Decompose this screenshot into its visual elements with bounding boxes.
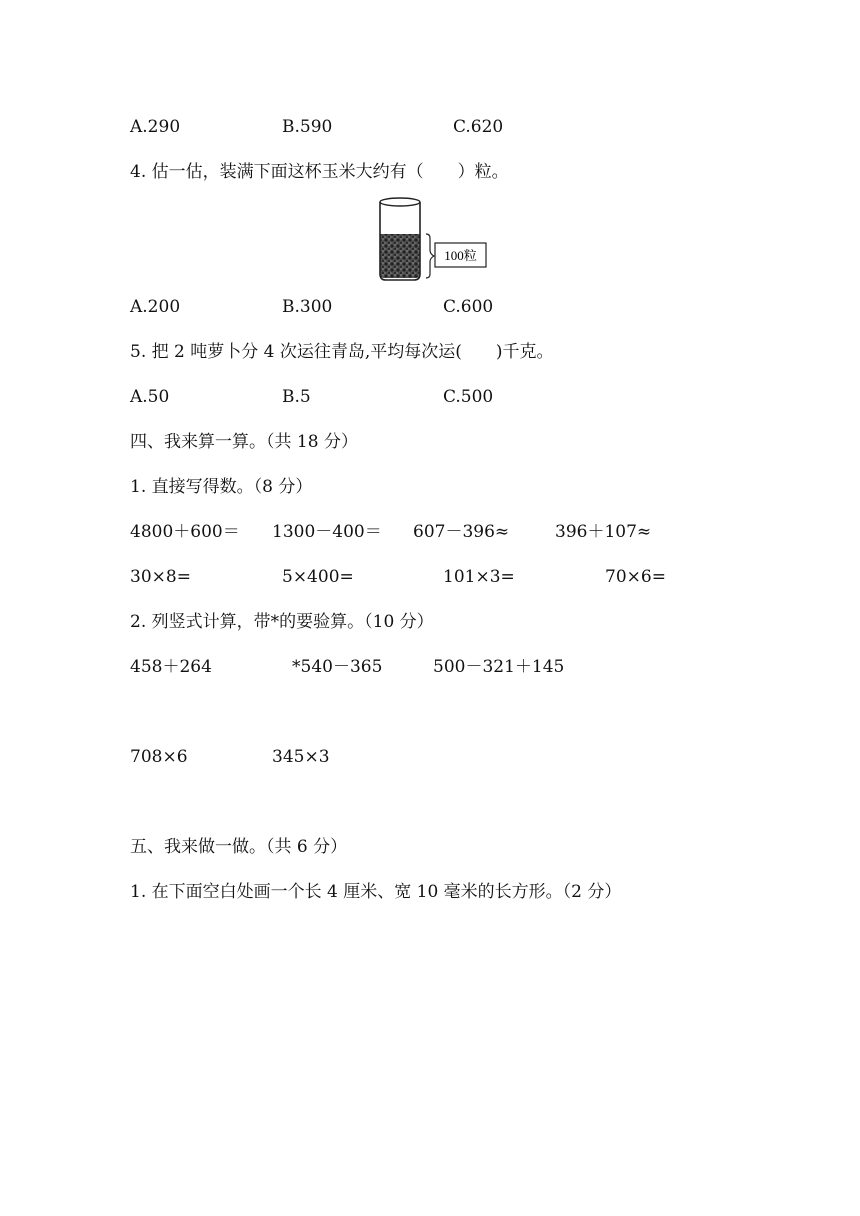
oral-calc-item: 1300－400＝ (272, 522, 382, 542)
oral-calc-item: 607－396≈ (413, 522, 510, 542)
q3-option-c: C.620 (453, 117, 504, 137)
vertical-calc-item: 500－321＋145 (433, 657, 565, 677)
vertical-calc-item: 708×6 (130, 747, 188, 767)
q4-option-a: A.200 (130, 297, 181, 317)
q4-stem: 4. 估一估，装满下面这杯玉米大约有（ ）粒。 (130, 162, 509, 182)
q3-option-a: A.290 (130, 117, 181, 137)
q5-option-b: B.5 (282, 387, 311, 407)
corn-cup-figure (372, 196, 492, 282)
section-4-part-2-title: 2. 列竖式计算，带*的要验算。（10 分） (130, 612, 434, 632)
section-4-part-1-title: 1. 直接写得数。（8 分） (130, 477, 313, 497)
vertical-calc-item: 345×3 (272, 747, 330, 767)
section-4-heading: 四、我来算一算。（共 18 分） (130, 432, 358, 452)
section-5-heading: 五、我来做一做。（共 6 分） (130, 837, 348, 857)
cup-rim (380, 198, 420, 206)
vertical-calc-item: *540－365 (292, 657, 383, 677)
oral-calc-item: 4800＋600＝ (130, 522, 240, 542)
corn-fill (380, 234, 420, 278)
q3-option-b: B.590 (282, 117, 333, 137)
figure-label: 100粒 (444, 248, 477, 263)
oral-calc-item: 30×8= (130, 567, 191, 587)
vertical-calc-item: 458＋264 (130, 657, 212, 677)
oral-calc-item: 101×3= (443, 567, 515, 587)
corn-cup-illustration (372, 196, 492, 282)
oral-calc-item: 396＋107≈ (555, 522, 652, 542)
q4-option-c: C.600 (443, 297, 494, 317)
q5-stem: 5. 把 2 吨萝卜分 4 次运往青岛,平均每次运( )千克。 (130, 342, 554, 362)
oral-calc-item: 70×6= (605, 567, 666, 587)
q5-option-a: A.50 (130, 387, 170, 407)
section-5-part-1: 1. 在下面空白处画一个长 4 厘米、宽 10 毫米的长方形。（2 分） (130, 882, 622, 902)
q4-option-b: B.300 (282, 297, 333, 317)
brace-mark (426, 234, 434, 278)
oral-calc-item: 5×400= (282, 567, 354, 587)
q5-option-c: C.500 (443, 387, 494, 407)
